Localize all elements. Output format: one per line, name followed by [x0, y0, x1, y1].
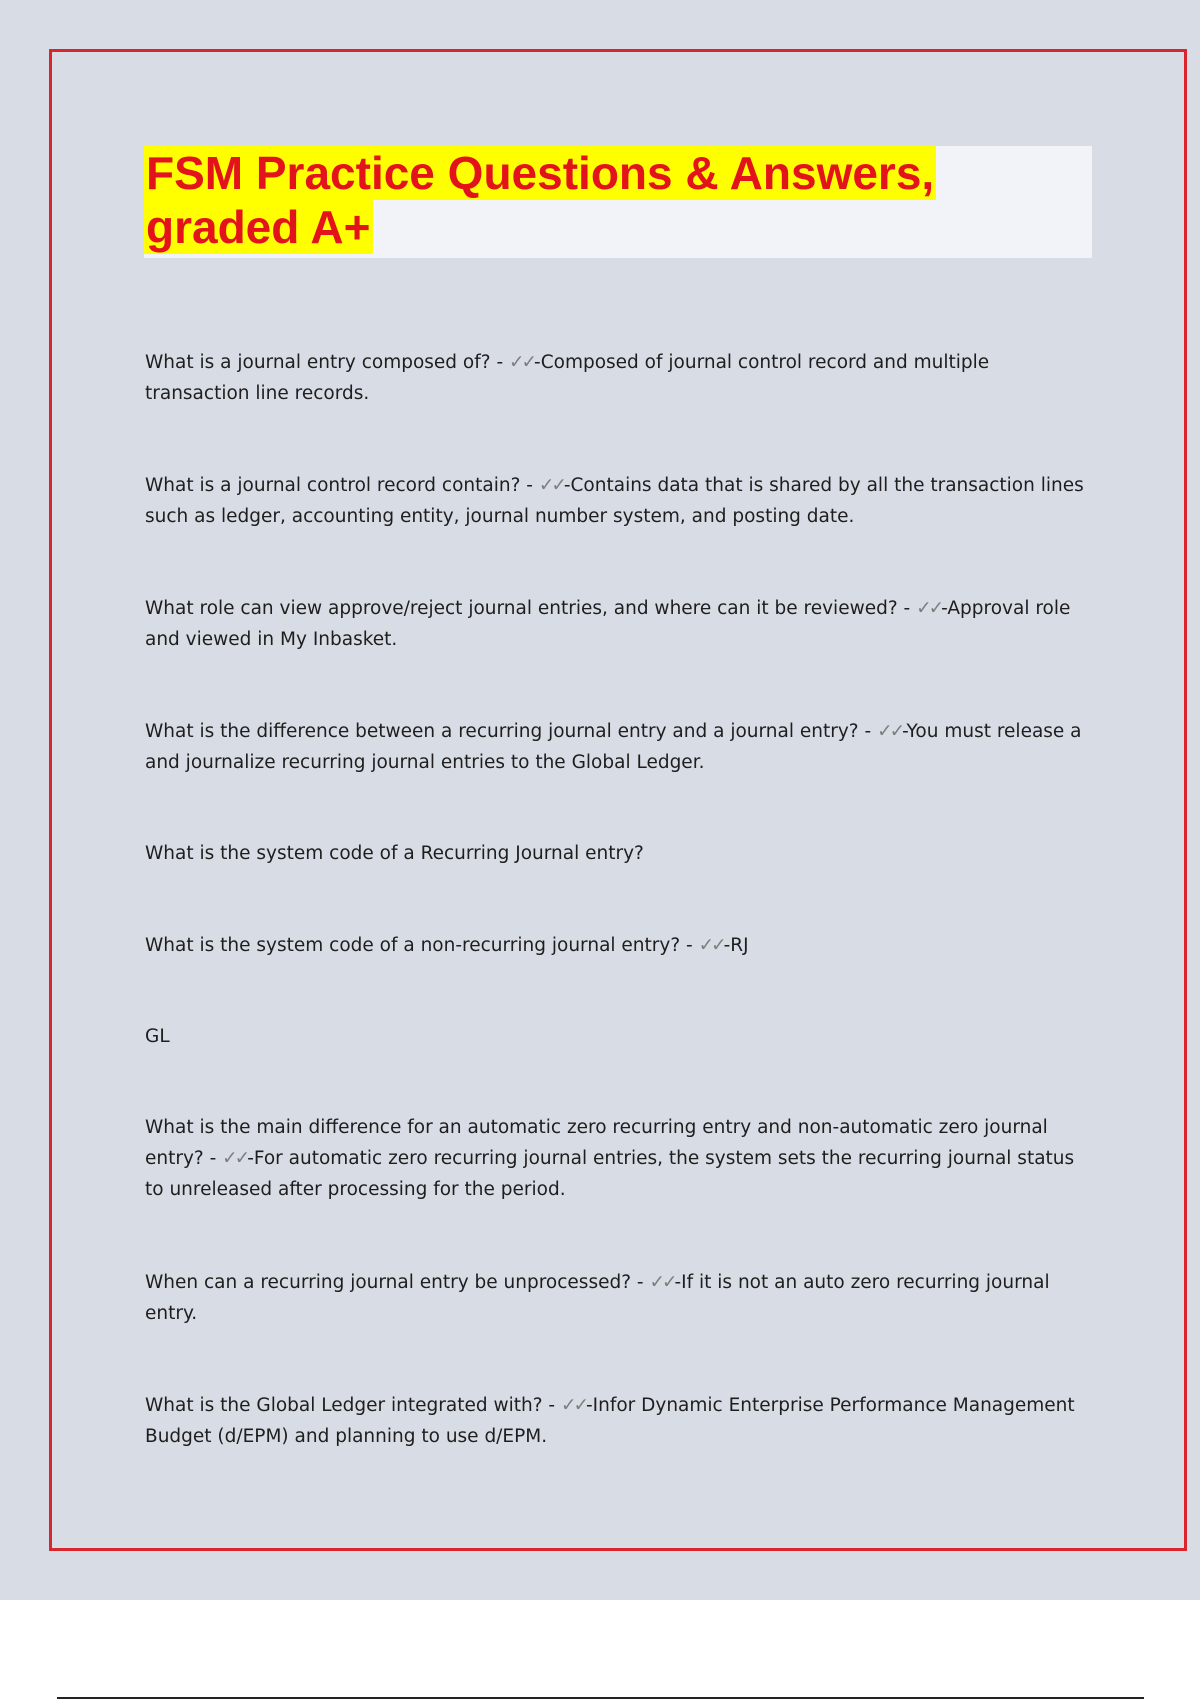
- title-line-2: graded A+: [146, 201, 371, 253]
- qa-item-8: What is the main difference for an automatic zero recurring entry and non-automatic zero journal entry? - ✓✓-For automatic zero recurring journal entries, the system sets the recurring journal status to unreleased after processing for the period.: [145, 1117, 1075, 1200]
- double-check-icon: ✓✓: [538, 475, 564, 496]
- answer-text: -You must release a and journalize recurring journal entries to the Global Ledger.: [145, 721, 1082, 773]
- question-text: What role can view approve/reject journal entries, and where can it be reviewed?: [145, 598, 898, 619]
- footer-divider: [57, 1697, 1144, 1699]
- answer-text: -If it is not an auto zero recurring journal entry.: [145, 1272, 1050, 1324]
- double-check-icon: ✓✓: [916, 598, 942, 619]
- qa-item-9: When can a recurring journal entry be unprocessed? - ✓✓-If it is not an auto zero recurring journal entry.: [145, 1272, 1050, 1324]
- answer-text: -Composed of journal control record and multiple transaction line records.: [145, 352, 990, 404]
- double-check-icon: ✓✓: [560, 1395, 586, 1416]
- qa-item-7: [145, 1021, 1090, 1052]
- qa-item-1: What is a journal entry composed of? - ✓✓-Composed of journal control record and multiple transaction line records.: [145, 352, 990, 404]
- qa-item-3: What role can view approve/reject journal entries, and where can it be reviewed? - ✓✓-Approval role and viewed in My Inbasket.: [145, 598, 1071, 650]
- question-text: What is a journal control record contain?: [145, 475, 521, 496]
- question-text: What is the system code of a Recurring Journal entry?: [145, 843, 644, 864]
- question-text: What is the Global Ledger integrated with?: [145, 1395, 543, 1416]
- question-text: What is a journal entry composed of?: [145, 352, 491, 373]
- qa-item-6: What is the system code of a non-recurring journal entry? - ✓✓-RJ: [145, 935, 749, 956]
- qa-item-2: What is a journal control record contain? - ✓✓-Contains data that is shared by all the transaction lines such as ledger, accounting entity, journal number system, and posting date.: [145, 475, 1084, 527]
- answer-text: -For automatic zero recurring journal entries, the system sets the recurring journal status to unreleased after processing for the period.: [145, 1148, 1075, 1200]
- answer-text: -Contains data that is shared by all the transaction lines such as ledger, accounting entity, journal number system, and posting date.: [145, 475, 1084, 527]
- double-check-icon: ✓✓: [877, 721, 903, 742]
- question-text: What is the system code of a non-recurring journal entry?: [145, 935, 681, 956]
- question-text: What is the main difference for an automatic zero recurring entry and non-automatic zero journal entry?: [145, 1117, 1048, 1169]
- answer-text: GL: [145, 1026, 170, 1047]
- qa-item-10: What is the Global Ledger integrated with? - ✓✓-Infor Dynamic Enterprise Performance Management Budget (d/EPM) and planning to use d/EPM.: [145, 1395, 1075, 1447]
- question-text: When can a recurring journal entry be unprocessed?: [145, 1272, 632, 1293]
- qa-item-5: [145, 838, 1090, 869]
- double-check-icon: ✓✓: [698, 935, 724, 956]
- answer-text: -RJ: [723, 935, 749, 956]
- double-check-icon: ✓✓: [222, 1148, 248, 1169]
- answer-text: -Infor Dynamic Enterprise Performance Management Budget (d/EPM) and planning to use d/EPM.: [145, 1395, 1075, 1447]
- title-line-1: FSM Practice Questions & Answers,: [146, 147, 935, 199]
- double-check-icon: ✓✓: [509, 352, 535, 373]
- double-check-icon: ✓✓: [649, 1272, 675, 1293]
- answer-text: -Approval role and viewed in My Inbasket.: [145, 598, 1071, 650]
- question-text: What is the difference between a recurring journal entry and a journal entry?: [145, 721, 859, 742]
- qa-item-4: What is the difference between a recurring journal entry and a journal entry? - ✓✓-You must release a and journalize recurring journal entries to the Global Ledger.: [145, 721, 1082, 773]
- document-title: [144, 146, 1092, 258]
